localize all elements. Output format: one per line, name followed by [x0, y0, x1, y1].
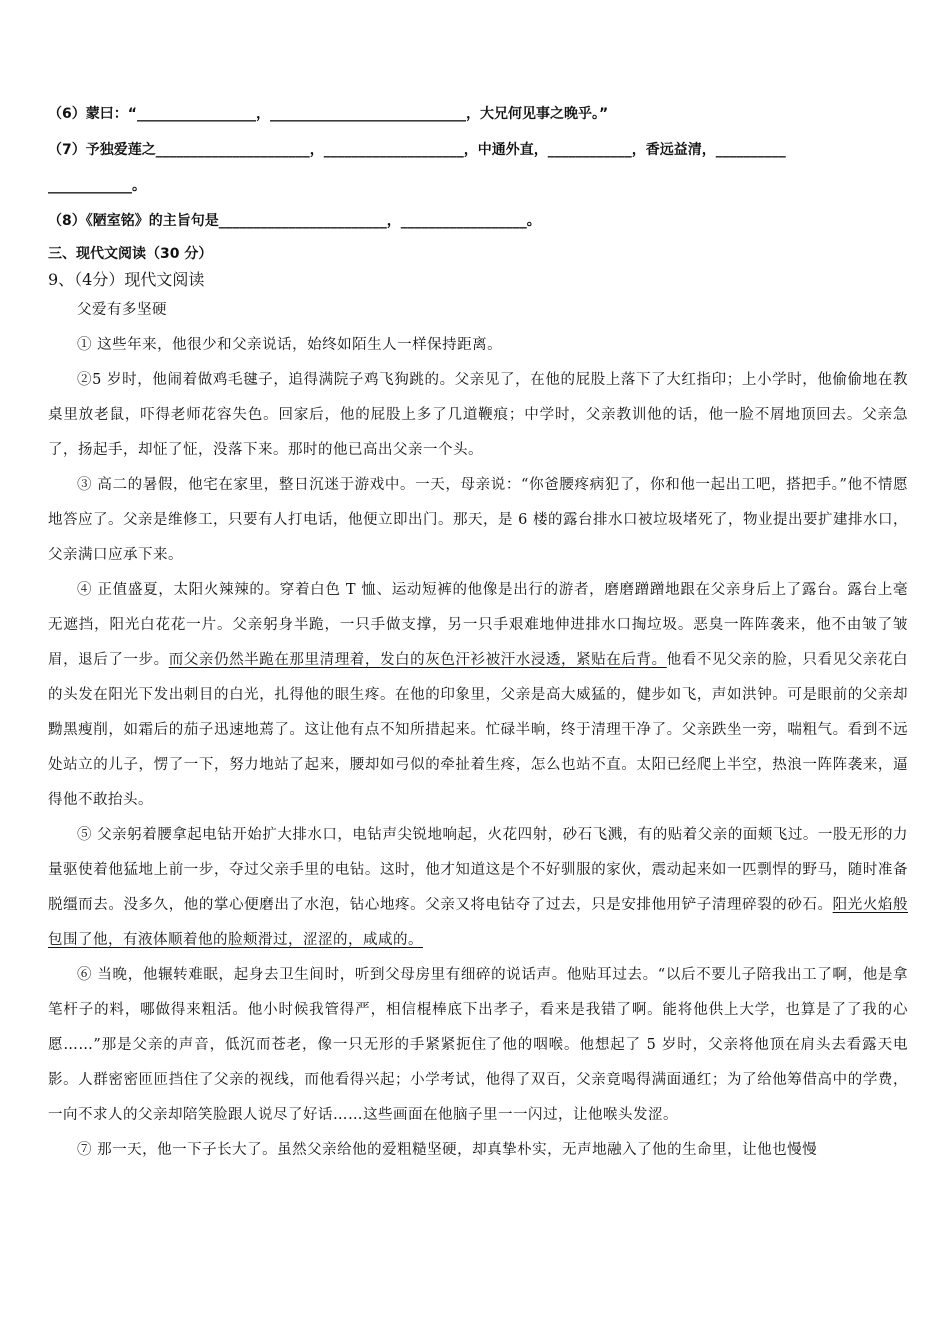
paragraph-3: ③ 高二的暑假，他宅在家里，整日沉迷于游戏中。一天，母亲说：“你爸腰疼病犯了，你和他一起出工吧，搭把手。”他不情愿地答应了。父亲是维修工，只要有人打电话，他便立即出门。那天，是 6 楼的露台排水口被垃圾堵死了，物业提出要扩建排水口，父亲满口应承下来。 [48, 477, 908, 563]
paragraph-4-text-a: ④ 正值盛夏，太阳火辣辣的。穿着白色 T 恤、运动短裤的他像是出行的游者，磨磨蹭蹭地跟在父亲身后上了露台。露台上毫无遮挡，阳光白花花一片。父亲躬身半跪，一只手做支撑，另一只手艰难地伸进排水口掏垃圾。恶臭一阵阵袭来，他不由皱了皱眉，退后了一步。 [48, 582, 908, 668]
article-title: 父爱有多坚硬 [77, 302, 167, 318]
underlined-sentence-1: 而父亲仍然半跪在那里清理着，发白的灰色汗衫被汗水浸透，紧贴在后背。 [168, 652, 667, 668]
underlined-sentence-2: 阳光火焰般包围了他，有液体顺着他的脸颊滑过，涩涩的，咸咸的。 [48, 897, 908, 948]
paragraph-4 [48, 573, 908, 818]
paragraph-7: ⑦ 那一天，他一下子长大了。虽然父亲给他的爱粗糙坚硬，却真挚朴实，无声地融入了他的生命里，让他也慢慢 [77, 1142, 818, 1158]
section-heading: 三、现代文阅读（30 分） [48, 246, 213, 262]
paragraph-1: ① 这些年来，他很少和父亲说话，始终如陌生人一样保持距离。 [77, 337, 503, 353]
paragraph-5-text: ⑤ 父亲躬着腰拿起电钻开始扩大排水口，电钻声尖锐地响起，火花四射，砂石飞溅，有的贴着父亲的面颊飞过。一股无形的力量驱使着他猛地上前一步，夺过父亲手里的电钻。这时，他才知道这是个不好驯服的家伙，震动起来如一匹剽悍的野马，随时准备脱缰而去。没多久，他的掌心便磨出了水泡，钻心地疼。父亲又将电钻夺了过去，只是安排他用铲子清理碎裂的砂石。 [48, 827, 908, 913]
fill-question-8: （8）《陋室铭》的主旨句是________________________，__________________。 [48, 213, 541, 229]
paragraph-4-text-b: 他看不见父亲的脸，只看见父亲花白的头发在阳光下发出刺目的白光，扎得他的眼生疼。在他的印象里，父亲是高大威猛的，健步如飞，声如洪钟。可是眼前的父亲却黝黑瘦削，如霜后的茄子迅速地蔫了。这让他有点不知所措起来。忙碌半晌，终于清理干净了。父亲跌坐一旁，喘粗气。看到不远处站立的儿子，愣了一下，努力地站了起来，腰却如弓似的牵扯着生疼，怎么也站不直。太阳已经爬上半空，热浪一阵阵袭来，逼得他不敢抬头。 [48, 652, 909, 808]
paragraph-5 [48, 818, 908, 958]
question-number: 9、（4分）现代文阅读 [48, 270, 205, 289]
paragraph-6: ⑥ 当晚，他辗转难眠，起身去卫生间时，听到父母房里有细碎的说话声。他贴耳过去。“以后不要儿子陪我出工了啊，他是拿笔杆子的料，哪做得来粗活。他小时候我管得严，相信棍棒底下出孝子，看来是我错了啊。能将他供上大学，也算是了了我的心愿……”那是父亲的声音，低沉而苍老，像一只无形的手紧紧扼住了他的咽喉。他想起了 5 岁时，父亲将他顶在肩头去看露天电影。人群密密匝匝挡住了父亲的视线，而他看得兴起；小学考试，他得了双百，父亲竟喝得满面通红；为了给他筹借高中的学费，一向不求人的父亲却陪笑脸跟人说尽了好话……这些画面在他脑子里一一闪过，让他喉头发涩。 [48, 967, 908, 1123]
fill-question-6: （6）蒙曰：“_________________，____________________________，大兄何见事之晚乎。” [48, 106, 609, 122]
article [48, 293, 908, 1168]
fill-question-7-continued: ____________。 [48, 178, 146, 194]
fill-question-7: （7）予独爱莲之______________________，____________________，中通外直，____________，香远益清，__________ [48, 142, 786, 158]
paragraph-2: ②5 岁时，他闹着做鸡毛毽子，追得满院子鸡飞狗跳的。父亲见了，在他的屁股上落下了大红指印；上小学时，他偷偷地在教桌里放老鼠，吓得老师花容失色。回家后，他的屁股上多了几道鞭痕；中学时，父亲教训他的话，他一脸不屑地顶回去。父亲急了，扬起手，却怔了怔，没落下来。那时的他已高出父亲一个头。 [48, 372, 908, 458]
